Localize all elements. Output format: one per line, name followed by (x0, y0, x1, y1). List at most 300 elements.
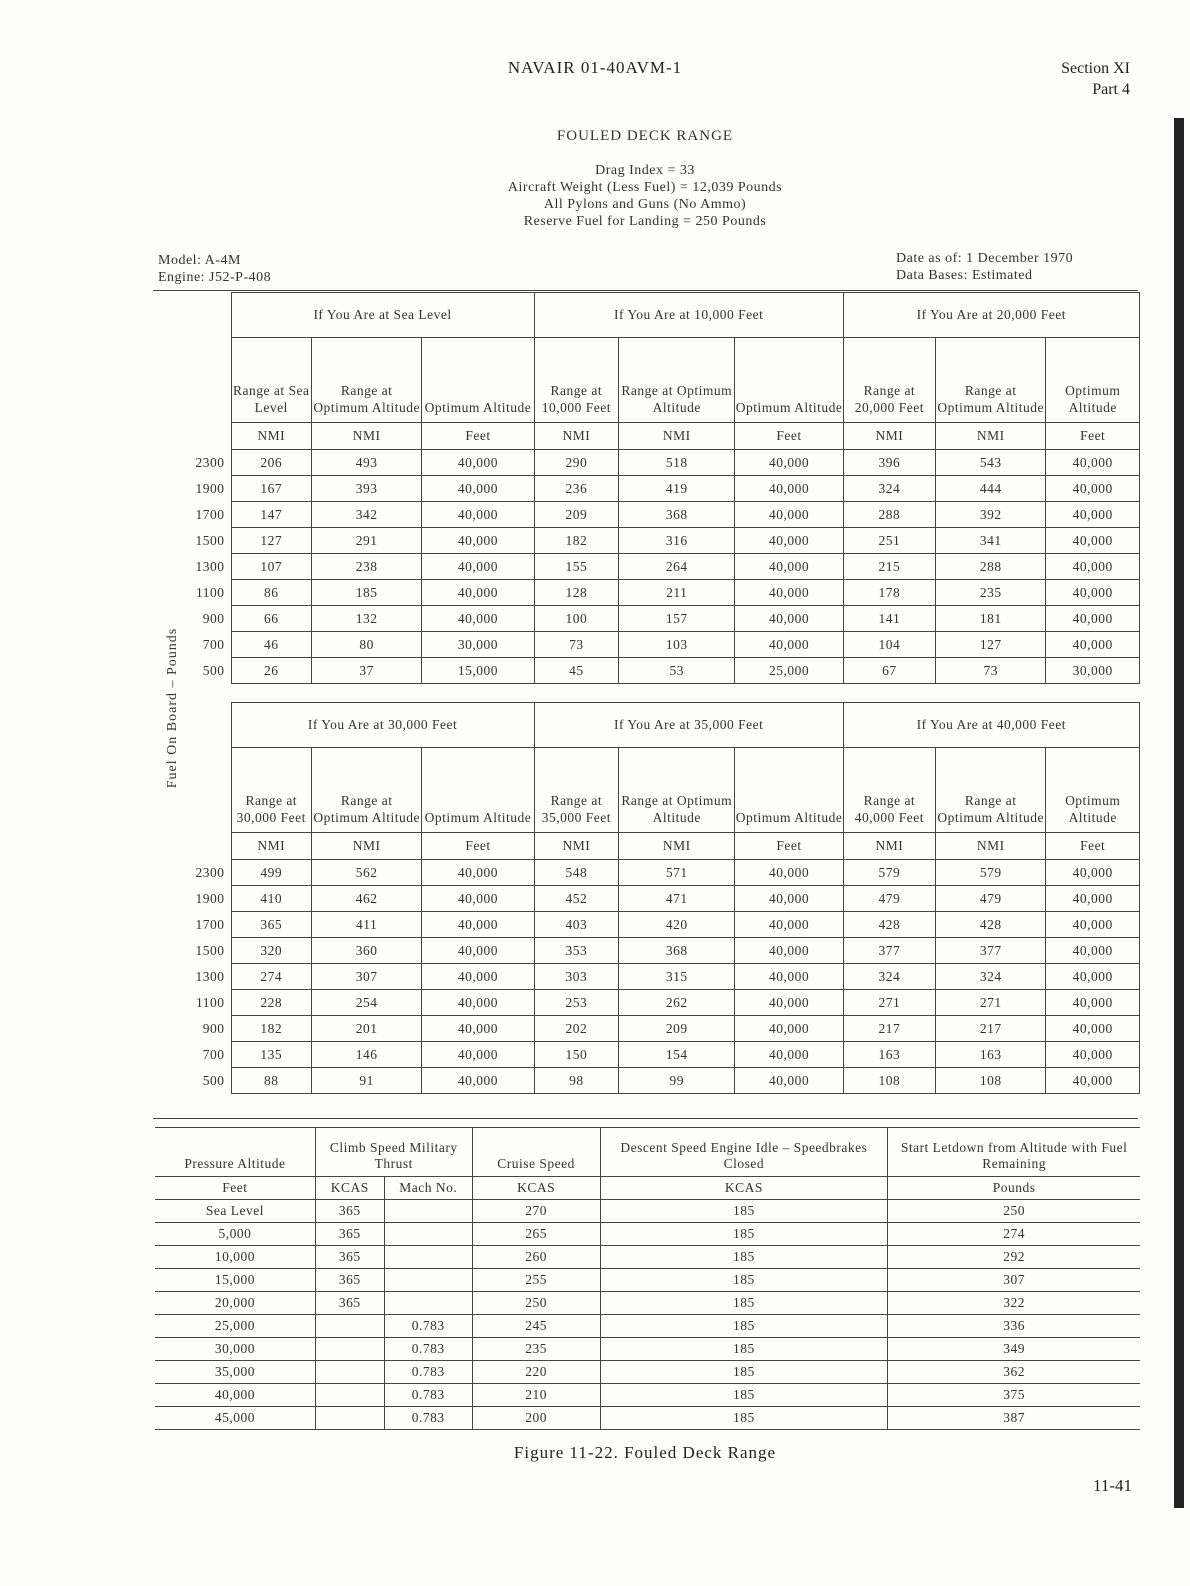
table-row (155, 912, 1140, 938)
column-header: Optimum Altitude (735, 748, 843, 833)
data-cell: 100 (534, 606, 618, 632)
unit-cell: Feet (422, 833, 534, 860)
data-cell: 40,000 (1046, 964, 1140, 990)
fuel-row-label: 1700 (195, 506, 225, 522)
data-cell: 40,000 (1046, 938, 1140, 964)
data-cell: 185 (600, 1246, 888, 1269)
data-cell: 0.783 (384, 1361, 472, 1384)
data-cell: 40,000 (735, 1016, 843, 1042)
data-cell: 368 (619, 502, 735, 528)
data-cell: 40,000 (735, 554, 843, 580)
altitude-cell: 30,000 (155, 1338, 315, 1361)
data-cell: 264 (619, 554, 735, 580)
data-cell: 40,000 (1046, 606, 1140, 632)
fuel-row-label: 900 (202, 610, 225, 626)
condition-pylons: All Pylons and Guns (No Ammo) (543, 197, 747, 212)
speed-header-row (155, 1128, 1140, 1177)
data-cell: 377 (936, 938, 1046, 964)
column-header: Climb Speed Military Thrust (315, 1128, 472, 1177)
section-rule (153, 1118, 1138, 1119)
altitude-cell: 45,000 (155, 1407, 315, 1430)
data-cell (384, 1246, 472, 1269)
unit-cell: NMI (534, 833, 618, 860)
column-header: Optimum Altitude (422, 748, 534, 833)
data-cell: 73 (936, 658, 1046, 684)
figure-caption: Figure 11-22. Fouled Deck Range (513, 1443, 777, 1462)
data-cell: 40,000 (422, 1042, 534, 1068)
data-cell: 154 (619, 1042, 735, 1068)
data-cell: 99 (619, 1068, 735, 1094)
data-cell: 40,000 (422, 1068, 534, 1094)
table-row (155, 938, 1140, 964)
data-cell: 377 (843, 938, 935, 964)
column-header: Range at Optimum Altitude (312, 748, 422, 833)
range-table-upper (155, 292, 1140, 684)
data-cell: 253 (534, 990, 618, 1016)
table-row (155, 554, 1140, 580)
column-header: Descent Speed Engine Idle – Speedbrakes Closed (600, 1128, 888, 1177)
data-cell: 260 (472, 1246, 600, 1269)
data-cell: 518 (619, 450, 735, 476)
data-cell: 238 (311, 554, 421, 580)
table-row (155, 476, 1140, 502)
data-cell: 185 (600, 1315, 888, 1338)
data-cell: 40,000 (422, 938, 534, 964)
data-cell: 444 (936, 476, 1046, 502)
data-cell: 40,000 (422, 476, 534, 502)
data-cell: 288 (843, 502, 935, 528)
data-cell: 40,000 (1046, 632, 1140, 658)
data-cell: 200 (472, 1407, 600, 1430)
unit-cell: NMI (231, 423, 311, 450)
condition-drag-index: Drag Index = 33 (595, 163, 695, 178)
data-cell: 211 (619, 580, 735, 606)
page-edge-bar (1174, 118, 1184, 1508)
data-cell: 40,000 (422, 528, 534, 554)
table-row (155, 860, 1140, 886)
data-cell: 292 (888, 1246, 1140, 1269)
condition-reserve-fuel: Reserve Fuel for Landing = 250 Pounds (523, 214, 767, 229)
column-header: Range at 30,000 Feet (231, 748, 312, 833)
data-cell: 103 (619, 632, 735, 658)
fuel-row-label: 1500 (195, 532, 225, 548)
column-header: Optimum Altitude (422, 338, 534, 423)
data-cell: 365 (315, 1269, 384, 1292)
data-cell: 25,000 (735, 658, 843, 684)
altitude-group-header: If You Are at Sea Level (231, 293, 534, 338)
data-cell: 40,000 (422, 450, 534, 476)
speed-units-row (155, 1177, 1140, 1200)
data-cell: 40,000 (735, 990, 843, 1016)
blank-cell (155, 293, 231, 338)
fuel-axis-label: Fuel On Board – Pounds (165, 627, 180, 789)
table-row (155, 1292, 1140, 1315)
data-cell: 104 (843, 632, 935, 658)
data-cell: 40,000 (422, 554, 534, 580)
data-cell: 210 (472, 1384, 600, 1407)
table-row (155, 502, 1140, 528)
table-row (155, 1068, 1140, 1094)
data-cell: 462 (312, 886, 422, 912)
databases-text: Data Bases: Estimated (896, 268, 1033, 283)
data-cell: 73 (534, 632, 618, 658)
data-cell: 185 (600, 1384, 888, 1407)
data-cell: 40,000 (422, 990, 534, 1016)
data-cell: 185 (600, 1200, 888, 1223)
data-cell: 250 (888, 1200, 1140, 1223)
unit-cell: Feet (155, 1177, 315, 1200)
data-cell: 40,000 (422, 912, 534, 938)
data-cell: 40,000 (1046, 1016, 1140, 1042)
unit-cell: KCAS (472, 1177, 600, 1200)
fuel-row-label: 1900 (195, 890, 225, 906)
data-cell: 0.783 (384, 1315, 472, 1338)
data-cell: 0.783 (384, 1384, 472, 1407)
table-row (155, 1384, 1140, 1407)
data-cell: 127 (231, 528, 311, 554)
data-cell: 206 (231, 450, 311, 476)
data-cell: 324 (843, 476, 935, 502)
data-cell: 307 (312, 964, 422, 990)
table-row (155, 528, 1140, 554)
data-cell: 202 (534, 1016, 618, 1042)
table-row (155, 886, 1140, 912)
data-cell: 80 (311, 632, 421, 658)
data-cell: 86 (231, 580, 311, 606)
unit-cell: NMI (936, 833, 1046, 860)
data-cell: 349 (888, 1338, 1140, 1361)
table-row (155, 1269, 1140, 1292)
data-cell: 236 (534, 476, 618, 502)
data-cell: 15,000 (422, 658, 534, 684)
data-cell: 40,000 (1046, 1068, 1140, 1094)
data-cell: 341 (936, 528, 1046, 554)
data-cell: 185 (600, 1407, 888, 1430)
column-header: Range at Sea Level (231, 338, 311, 423)
data-cell: 178 (843, 580, 935, 606)
data-cell: 251 (843, 528, 935, 554)
data-cell: 40,000 (1046, 502, 1140, 528)
data-cell: 185 (600, 1338, 888, 1361)
data-cell: 324 (936, 964, 1046, 990)
table-row (155, 632, 1140, 658)
page-number: 11-41 (1092, 1476, 1132, 1495)
altitude-group-header: If You Are at 20,000 Feet (843, 293, 1139, 338)
column-header: Optimum Altitude (735, 338, 843, 423)
table-row (155, 1361, 1140, 1384)
column-header: Range at 20,000 Feet (843, 338, 935, 423)
fuel-row-label: 1900 (195, 480, 225, 496)
data-cell (315, 1315, 384, 1338)
data-cell: 479 (936, 886, 1046, 912)
data-cell: 40,000 (735, 938, 843, 964)
fuel-row-label: 1300 (195, 558, 225, 574)
fuel-row-label: 1100 (196, 994, 225, 1010)
unit-cell: NMI (843, 423, 935, 450)
data-cell: 419 (619, 476, 735, 502)
data-cell: 30,000 (1046, 658, 1140, 684)
model-text: Model: A-4M (158, 253, 241, 268)
data-cell: 40,000 (735, 860, 843, 886)
data-cell (315, 1338, 384, 1361)
data-cell: 428 (843, 912, 935, 938)
data-cell: 127 (936, 632, 1046, 658)
data-cell: 163 (843, 1042, 935, 1068)
data-cell: 571 (619, 860, 735, 886)
table-row (155, 1315, 1140, 1338)
altitude-group-header: If You Are at 30,000 Feet (231, 703, 534, 748)
data-cell: 40,000 (1046, 580, 1140, 606)
data-cell: 135 (231, 1042, 312, 1068)
data-cell: 181 (936, 606, 1046, 632)
data-cell: 353 (534, 938, 618, 964)
data-cell: 185 (600, 1292, 888, 1315)
fuel-row-label: 500 (202, 1072, 225, 1088)
data-cell: 40,000 (1046, 476, 1140, 502)
data-cell: 40,000 (422, 964, 534, 990)
group-header-row (155, 703, 1140, 748)
fuel-row-label: 1500 (195, 942, 225, 958)
altitude-cell: 25,000 (155, 1315, 315, 1338)
unit-cell: NMI (312, 833, 422, 860)
data-cell: 543 (936, 450, 1046, 476)
column-header: Start Letdown from Altitude with Fuel Remaining (888, 1128, 1140, 1177)
header-rule (153, 290, 1138, 291)
document-id: NAVAIR 01-40AVM-1 (507, 58, 683, 77)
data-cell: 324 (843, 964, 935, 990)
column-header: Range at Optimum Altitude (936, 748, 1046, 833)
altitude-group-header: If You Are at 35,000 Feet (534, 703, 843, 748)
altitude-cell: 5,000 (155, 1223, 315, 1246)
data-cell: 403 (534, 912, 618, 938)
data-cell: 26 (231, 658, 311, 684)
unit-cell: Feet (1046, 833, 1140, 860)
table-row (155, 606, 1140, 632)
data-cell: 40,000 (735, 606, 843, 632)
data-cell: 98 (534, 1068, 618, 1094)
data-cell: 499 (231, 860, 312, 886)
data-cell: 315 (619, 964, 735, 990)
range-table-lower (155, 702, 1140, 1094)
column-header-row (155, 338, 1140, 423)
data-cell: 40,000 (422, 580, 534, 606)
table-row (155, 450, 1140, 476)
data-cell: 245 (472, 1315, 600, 1338)
data-cell: 316 (619, 528, 735, 554)
blank-cell (155, 703, 231, 748)
blank-cell (155, 833, 231, 860)
data-cell: 108 (843, 1068, 935, 1094)
column-header-row (155, 748, 1140, 833)
data-cell: 108 (936, 1068, 1046, 1094)
chart-title: FOULED DECK RANGE (556, 128, 734, 144)
data-cell: 271 (843, 990, 935, 1016)
blank-cell (155, 423, 231, 450)
data-cell: 40,000 (735, 580, 843, 606)
unit-cell: Pounds (888, 1177, 1140, 1200)
data-cell: 67 (843, 658, 935, 684)
data-cell: 217 (936, 1016, 1046, 1042)
table-row (155, 658, 1140, 684)
fuel-row-label: 1100 (196, 584, 225, 600)
data-cell: 163 (936, 1042, 1046, 1068)
data-cell: 255 (472, 1269, 600, 1292)
unit-cell: NMI (311, 423, 421, 450)
table-row (155, 990, 1140, 1016)
altitude-cell: 35,000 (155, 1361, 315, 1384)
table-row (155, 580, 1140, 606)
data-cell: 132 (311, 606, 421, 632)
unit-cell: NMI (534, 423, 618, 450)
data-cell: 365 (315, 1246, 384, 1269)
section-text: Section XI (1061, 60, 1130, 77)
data-cell: 320 (231, 938, 312, 964)
altitude-cell: Sea Level (155, 1200, 315, 1223)
units-row (155, 833, 1140, 860)
column-header: Pressure Altitude (155, 1128, 315, 1177)
data-cell: 40,000 (1046, 554, 1140, 580)
data-cell: 91 (312, 1068, 422, 1094)
data-cell: 368 (619, 938, 735, 964)
data-cell: 274 (231, 964, 312, 990)
data-cell: 452 (534, 886, 618, 912)
fuel-row-label: 700 (202, 1046, 225, 1062)
data-cell: 262 (619, 990, 735, 1016)
data-cell: 548 (534, 860, 618, 886)
data-cell: 141 (843, 606, 935, 632)
data-cell: 365 (315, 1292, 384, 1315)
data-cell: 396 (843, 450, 935, 476)
altitude-group-header: If You Are at 10,000 Feet (534, 293, 843, 338)
blank-cell (155, 338, 231, 423)
data-cell: 387 (888, 1407, 1140, 1430)
data-cell: 53 (619, 658, 735, 684)
data-cell: 479 (843, 886, 935, 912)
range-table-upper-body (155, 293, 1140, 684)
data-cell: 562 (312, 860, 422, 886)
column-header: Range at 40,000 Feet (843, 748, 935, 833)
unit-cell: NMI (843, 833, 935, 860)
data-cell: 336 (888, 1315, 1140, 1338)
data-cell: 40,000 (735, 450, 843, 476)
table-row (155, 1016, 1140, 1042)
data-cell: 40,000 (735, 964, 843, 990)
blank-cell (155, 748, 231, 833)
data-cell (384, 1269, 472, 1292)
data-cell: 45 (534, 658, 618, 684)
data-cell (384, 1200, 472, 1223)
table-row (155, 964, 1140, 990)
data-cell: 270 (472, 1200, 600, 1223)
unit-cell: Feet (422, 423, 534, 450)
data-cell: 182 (534, 528, 618, 554)
fuel-row-label: 2300 (195, 864, 225, 880)
model-engine-block (158, 252, 271, 286)
data-cell: 40,000 (735, 1042, 843, 1068)
data-cell: 40,000 (735, 528, 843, 554)
table-row (155, 1338, 1140, 1361)
altitude-cell: 15,000 (155, 1269, 315, 1292)
data-cell: 30,000 (422, 632, 534, 658)
data-cell: 365 (315, 1200, 384, 1223)
data-cell: 410 (231, 886, 312, 912)
data-cell: 493 (311, 450, 421, 476)
data-cell: 322 (888, 1292, 1140, 1315)
data-cell (384, 1223, 472, 1246)
data-cell: 579 (936, 860, 1046, 886)
column-header: Range at 35,000 Feet (534, 748, 618, 833)
data-cell: 182 (231, 1016, 312, 1042)
unit-cell: KCAS (600, 1177, 888, 1200)
data-cell: 40,000 (1046, 990, 1140, 1016)
data-cell: 185 (600, 1361, 888, 1384)
unit-cell: Feet (1046, 423, 1140, 450)
data-cell: 420 (619, 912, 735, 938)
unit-cell: NMI (231, 833, 312, 860)
data-cell: 185 (600, 1269, 888, 1292)
data-cell: 471 (619, 886, 735, 912)
data-cell: 40,000 (1046, 886, 1140, 912)
data-cell: 579 (843, 860, 935, 886)
table-row (155, 1407, 1140, 1430)
fuel-row-label: 2300 (195, 454, 225, 470)
data-cell: 303 (534, 964, 618, 990)
date-text: Date as of: 1 December 1970 (896, 251, 1074, 266)
column-header: Range at Optimum Altitude (311, 338, 421, 423)
data-cell: 40,000 (735, 1068, 843, 1094)
data-cell: 146 (312, 1042, 422, 1068)
table-row (155, 1200, 1140, 1223)
data-cell: 365 (231, 912, 312, 938)
condition-weight: Aircraft Weight (Less Fuel) = 12,039 Pounds (507, 180, 783, 195)
data-cell: 362 (888, 1361, 1140, 1384)
data-cell: 150 (534, 1042, 618, 1068)
data-cell: 291 (311, 528, 421, 554)
group-header-row (155, 293, 1140, 338)
units-row (155, 423, 1140, 450)
data-cell: 88 (231, 1068, 312, 1094)
data-cell: 201 (312, 1016, 422, 1042)
unit-cell: KCAS (315, 1177, 384, 1200)
data-cell: 274 (888, 1223, 1140, 1246)
data-cell: 185 (311, 580, 421, 606)
data-cell: 290 (534, 450, 618, 476)
fuel-row-label: 900 (202, 1020, 225, 1036)
altitude-group-header: If You Are at 40,000 Feet (843, 703, 1139, 748)
data-cell: 0.783 (384, 1407, 472, 1430)
data-cell: 167 (231, 476, 311, 502)
data-cell: 215 (843, 554, 935, 580)
data-cell: 228 (231, 990, 312, 1016)
unit-cell: NMI (936, 423, 1046, 450)
column-header: Optimum Altitude (1046, 748, 1140, 833)
data-cell: 40,000 (1046, 528, 1140, 554)
column-header: Range at Optimum Altitude (619, 338, 735, 423)
unit-cell: Feet (735, 423, 843, 450)
data-cell: 66 (231, 606, 311, 632)
table-row (155, 1223, 1140, 1246)
table-row (155, 1246, 1140, 1269)
data-cell: 265 (472, 1223, 600, 1246)
data-cell: 271 (936, 990, 1046, 1016)
range-table-lower-body (155, 703, 1140, 1094)
data-cell: 217 (843, 1016, 935, 1042)
data-cell: 365 (315, 1223, 384, 1246)
engine-text: Engine: J52-P-408 (158, 270, 272, 285)
data-cell: 428 (936, 912, 1046, 938)
data-cell: 288 (936, 554, 1046, 580)
data-cell: 185 (600, 1223, 888, 1246)
